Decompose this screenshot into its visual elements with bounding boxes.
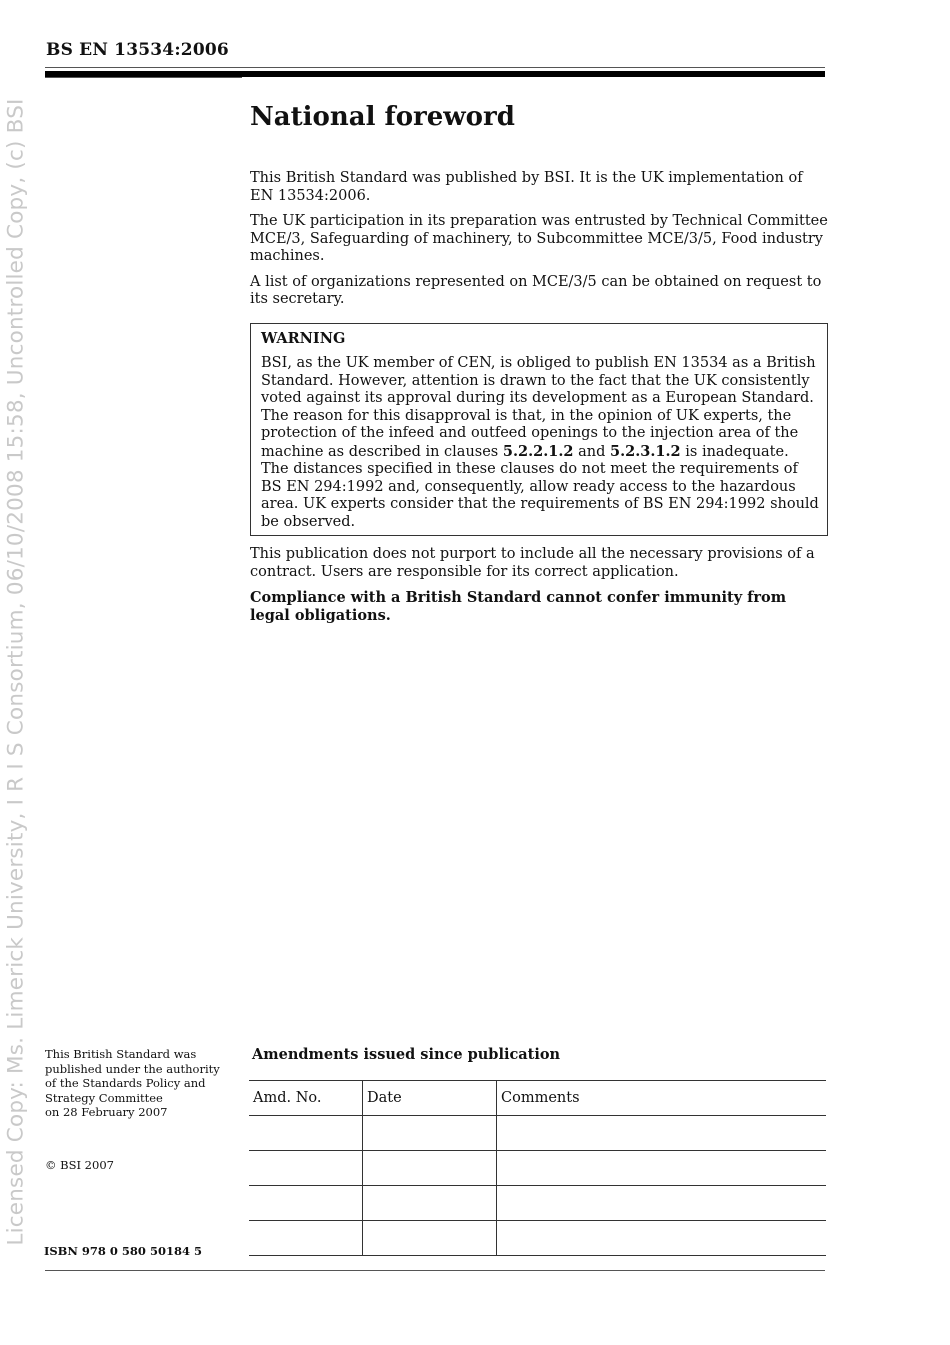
paragraph-provisions: This publication does not purport to include all the necessary provisions of a contract. Users are responsible for its correct application. [250,546,815,580]
authority-line: on 28 February 2007 [45,1105,168,1119]
clause-ref-2: 5.2.3.1.2 [610,442,681,460]
table-row [249,1151,826,1186]
warning-text-a: BSI, as the UK member of CEN, is obliged to publish EN 13534 as a British Standard. However, attention is drawn to the fact that the UK consistently voted against its approval during its development as a European Standard. The reason for this disapproval is that, in the opinion of UK experts, the protection of the infeed and outfeed openings to the injection area of the machine as described in clauses [261,355,816,460]
clause-ref-1: 5.2.2.1.2 [502,442,574,460]
paragraph-organizations: A list of organizations represented on MCE/3/5 can be obtained on request to its secretary. [250,273,822,307]
main-content [250,100,828,632]
warning-text-b: and [573,443,610,460]
table-cell [497,1221,827,1256]
page-title: National foreword [250,102,515,132]
amendments-table [249,1080,826,1256]
table-cell [363,1186,497,1221]
watermark-text: Licensed Copy: Ms. Limerick University, I R I S Consortium, 06/10/2008 15:58, Uncontrolled Copy, (c) BSI [3,98,29,1246]
table-cell [363,1221,497,1256]
warning-title: WARNING [261,329,346,347]
warning-text-c: is inadequate. The distances specified in these clauses do not meet the requirements of BS EN 294:1992 and, consequently, allow ready access to the hazardous area. UK experts consider that the requirements of BS EN 294:1992 should be observed. [261,443,819,530]
authority-line: of the Standards Policy and [45,1076,206,1090]
warning-text [261,355,819,531]
isbn: ISBN 978 0 580 50184 5 [44,1244,202,1258]
authority-note [45,1047,235,1120]
table-cell [497,1186,827,1221]
table-cell [363,1151,497,1186]
compliance-note: Compliance with a British Standard cannot confer immunity from legal obligations. [250,589,787,624]
copyright-notice: © BSI 2007 [45,1158,114,1172]
table-cell [249,1221,363,1256]
table-cell [249,1151,363,1186]
paragraph-participation: The UK participation in its preparation was entrusted by Technical Committee MCE/3, Safeguarding of machinery, to Subcommittee MCE/3/5, Food industry machines. [250,213,828,264]
amendments-title: Amendments issued since publication [252,1046,561,1063]
footer-rule [45,1270,825,1271]
authority-line: Strategy Committee [45,1090,163,1105]
table-cell [363,1116,497,1151]
table-cell [497,1151,827,1186]
amendments-header-row [249,1081,826,1116]
table-row [249,1116,826,1151]
warning-box [250,323,828,537]
table-row [249,1186,826,1221]
table-cell [249,1116,363,1151]
table-cell [249,1186,363,1221]
table-cell [497,1116,827,1151]
column-header-date: Date [363,1081,497,1116]
header-rule-left [45,77,242,78]
document-id: BS EN 13534:2006 [46,40,229,60]
table-row [249,1221,826,1256]
column-header-comments: Comments [497,1081,827,1116]
authority-line: published under the authority [45,1061,220,1076]
paragraph-publication: This British Standard was published by BSI. It is the UK implementation of EN 13534:2006. [250,170,803,204]
authority-line: This British Standard was [45,1047,197,1061]
watermark [0,0,30,1345]
header-rule-thin [45,67,825,68]
column-header-amd-no: Amd. No. [249,1081,363,1116]
